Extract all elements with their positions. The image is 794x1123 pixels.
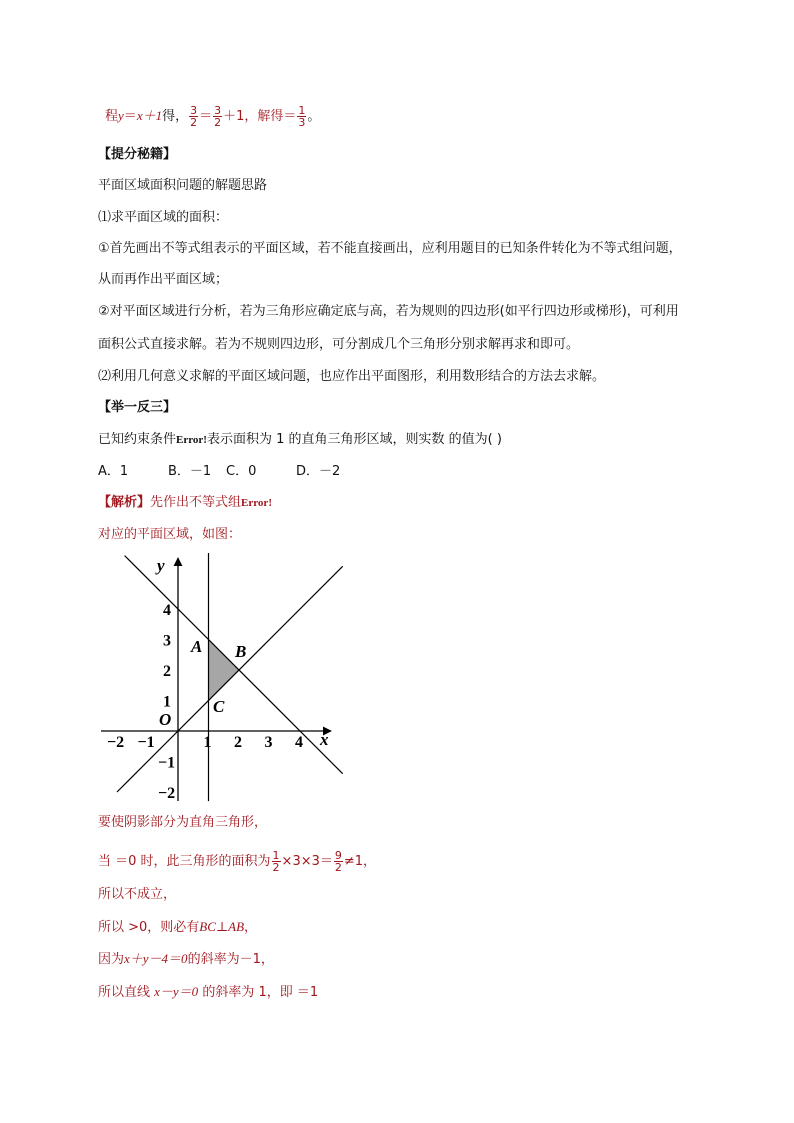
option-c: C．0 xyxy=(226,464,257,479)
y-tick-label: −2 xyxy=(158,785,176,802)
eq-sign: ＝ xyxy=(123,109,137,124)
result-4-text-c: ， xyxy=(244,920,258,935)
heading-tifen: 【提分秘籍】 xyxy=(98,147,177,162)
result-5-expr: x＋y－4＝0 xyxy=(124,951,188,966)
result-2-text-a: 当 ＝0 时，此三角形的面积为 xyxy=(98,854,271,869)
x-tick-label: 3 xyxy=(264,734,273,751)
option-b: B．－1 xyxy=(168,464,212,479)
y-tick-label: 1 xyxy=(163,693,171,711)
para-2a: ①首先画出不等式组表示的平面区域，若不能直接画出，应利用题目的已知条件转化为不等式组问题， xyxy=(98,241,682,256)
para-title: 平面区域面积问题的解题思路 xyxy=(98,178,268,193)
solution-label: 【解析】 xyxy=(98,495,151,510)
question-text-a: 已知约束条件 xyxy=(98,432,177,447)
x-tick-label: 4 xyxy=(295,734,303,751)
result-5-text-a: 因为 xyxy=(98,952,125,967)
para-4: ⑵利用几何意义求解的平面区域问题，也应作出平面图形，利用数形结合的方法去求解。 xyxy=(98,369,606,384)
result-2 xyxy=(98,850,376,873)
fraction-1-3: $\frac{1}{3}$ xyxy=(298,104,306,129)
var-y: y xyxy=(118,108,124,123)
eq-sign-2: ＝ xyxy=(199,109,213,124)
text-de: 得， xyxy=(162,109,189,124)
result-6-text-a: 所以直线 xyxy=(98,985,155,1000)
expr-x1: x＋1 xyxy=(136,108,163,123)
option-d: D．－2 xyxy=(296,464,341,479)
result-2-text-c: ≠1， xyxy=(343,854,377,869)
solution-text: 先作出不等式组 xyxy=(150,495,242,510)
para-2b: 从而再作出平面区域； xyxy=(98,272,229,287)
options xyxy=(98,463,340,481)
fraction-1-2: $\frac{1}{2}$ xyxy=(272,849,280,874)
result-6 xyxy=(98,983,318,1002)
coordinate-graph xyxy=(95,553,345,803)
equation-line xyxy=(105,105,320,128)
line-x-minus-y xyxy=(117,566,343,792)
result-3: 所以不成立， xyxy=(98,887,177,902)
y-tick-label: 4 xyxy=(163,602,171,619)
result-5 xyxy=(98,950,274,969)
para-3b: 面积公式直接求解。若为不规则四边形，可分割成几个三角形分别求解再求和即可。 xyxy=(98,337,580,352)
x-tick-label: 1 xyxy=(203,734,212,751)
heading-juyi: 【举一反三】 xyxy=(98,400,177,415)
result-6-text-c: 的斜率为 1，即 ＝1 xyxy=(198,985,319,1000)
origin-label: O xyxy=(159,710,172,729)
x-tick-label: 2 xyxy=(234,734,242,751)
point-b-label: B xyxy=(235,642,247,661)
y-tick-label: 2 xyxy=(163,663,171,680)
question-text-b: 表示面积为 1 的直角三角形区域，则实数 的值为( ) xyxy=(206,432,502,447)
x-axis-label: x xyxy=(320,730,329,749)
y-axis-label: y xyxy=(157,556,165,575)
option-a: A．1 xyxy=(98,464,129,479)
result-5-text-c: 的斜率为－1， xyxy=(187,952,274,967)
eq-sign-3: ＝ xyxy=(283,109,297,124)
result-4-expr: BC⊥AB xyxy=(199,919,245,934)
text-cheng: 程 xyxy=(105,109,119,124)
solution-line-2: 对应的平面区域，如图： xyxy=(98,527,242,542)
y-tick-label: −1 xyxy=(158,754,176,772)
x-tick-label: −1 xyxy=(137,734,155,751)
result-2-text-b: ×3×3＝ xyxy=(281,854,333,869)
result-1: 要使阴影部分为直角三角形， xyxy=(98,815,268,830)
y-tick-label: 3 xyxy=(163,632,171,650)
x-tick-label: −2 xyxy=(107,734,125,751)
result-6-expr: x－y＝0 xyxy=(154,984,199,999)
text-plus: ＋1，解得 xyxy=(223,109,284,124)
point-a-label: A xyxy=(191,637,203,656)
question xyxy=(98,431,502,449)
fraction-3-2-b: $\frac{3}{2}$ xyxy=(214,104,222,129)
question-error: Error! xyxy=(176,434,207,446)
solution-error: Error! xyxy=(241,497,272,509)
para-3a: ②对平面区域进行分析，若为三角形应确定底与高，若为规则的四边形(如平行四边形或梯形)，可利用 xyxy=(98,304,679,319)
para-1: ⑴求平面区域的面积： xyxy=(98,210,229,225)
fraction-9-2: $\frac{9}{2}$ xyxy=(334,849,342,874)
text-end: 。 xyxy=(307,109,321,124)
solution-intro xyxy=(98,494,272,512)
fraction-3-2: $\frac{3}{2}$ xyxy=(190,104,198,129)
result-4 xyxy=(98,918,257,937)
point-c-label: C xyxy=(213,697,225,716)
result-4-text-a: 所以 >0，则必有 xyxy=(98,920,200,935)
